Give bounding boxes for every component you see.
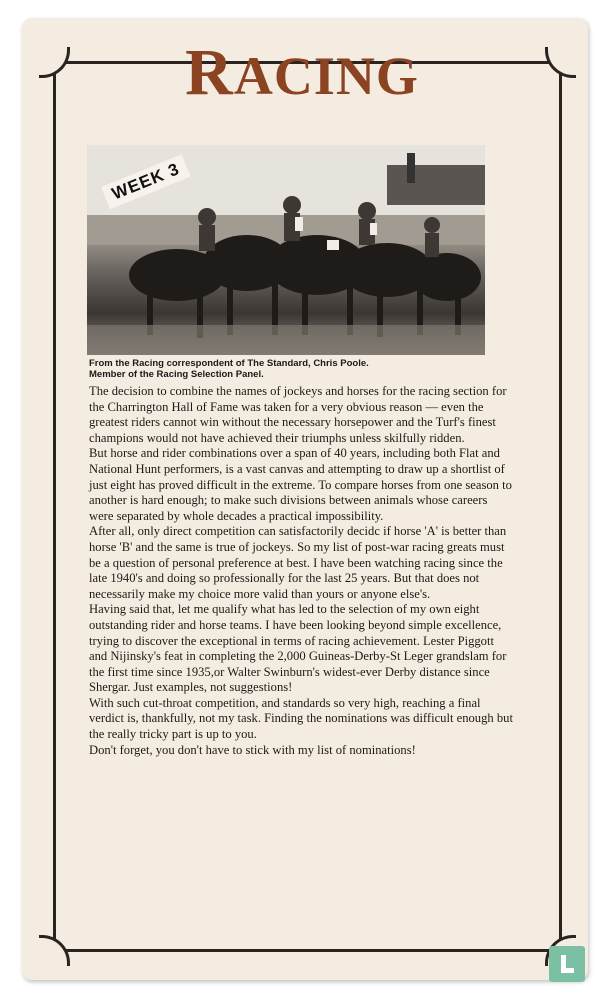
l-logo-icon bbox=[549, 946, 585, 982]
article-body bbox=[89, 384, 514, 758]
article-paragraph: After all, only direct competition can satisfactorily decidc if horse 'A' is better than horse 'B' and the same is true of jockeys. So my list of post-war racing greats must be a question of personal preference at best. I have been watching racing since the late 1940's and doing so professionally for the last 25 years. But that does not necessarily make my choice more valid than yours or anyone else's. bbox=[89, 524, 507, 601]
race-photo bbox=[87, 145, 485, 355]
caption-line: From the Racing correspondent of The Standard, Chris Poole. bbox=[89, 358, 369, 369]
title-rest: ACING bbox=[233, 46, 419, 106]
article-paragraph: The decision to combine the names of jockeys and horses for the racing section for the Charrington Hall of Fame was taken for a very obvious reason — even the greatest riders cannot win without the necessary horsepower and the Turf's finest champions would not have achieved their triumphs unless skilfully ridden. bbox=[89, 384, 507, 445]
photo-caption bbox=[89, 358, 489, 380]
week-label: WEEK 3 bbox=[101, 154, 191, 209]
caption-line: Member of the Racing Selection Panel. bbox=[89, 369, 264, 380]
article-paragraph: But horse and rider combinations over a span of 40 years, including both Flat and National Hunt performers, is a vast canvas and attempting to draw up a shortlist of just eight has proved difficult in the extreme. To compare horses from one season to another is hard enough; to make such divisions between animals whose careers were separated by whole decades a practical impossibility. bbox=[89, 446, 512, 523]
article-paragraph: With such cut-throat competition, and standards so very high, reaching a final verdict is, thankfully, not my task. Finding the nominations was difficult enough but the really tricky part is up to you. bbox=[89, 695, 513, 742]
article-paragraph: Having said that, let me qualify what has led to the selection of my own eight outstanding rider and horse teams. I have been looking beyond simple excellence, trying to discover the exceptional in terms of racing achievement. Lester Piggott and Nijinsky's feat in completing the 2,000 Guineas-Derby-St Leger grandslam for the first time since 1935,or Walter Swinburn's widest-ever Derby distance since Shergar. Just examples, not suggestions! bbox=[89, 602, 507, 695]
title-initial: R bbox=[185, 36, 234, 109]
article-paragraph: Don't forget, you don't have to stick with my list of nominations! bbox=[89, 742, 416, 757]
page-title bbox=[0, 36, 604, 109]
frame-corner bbox=[39, 935, 70, 966]
